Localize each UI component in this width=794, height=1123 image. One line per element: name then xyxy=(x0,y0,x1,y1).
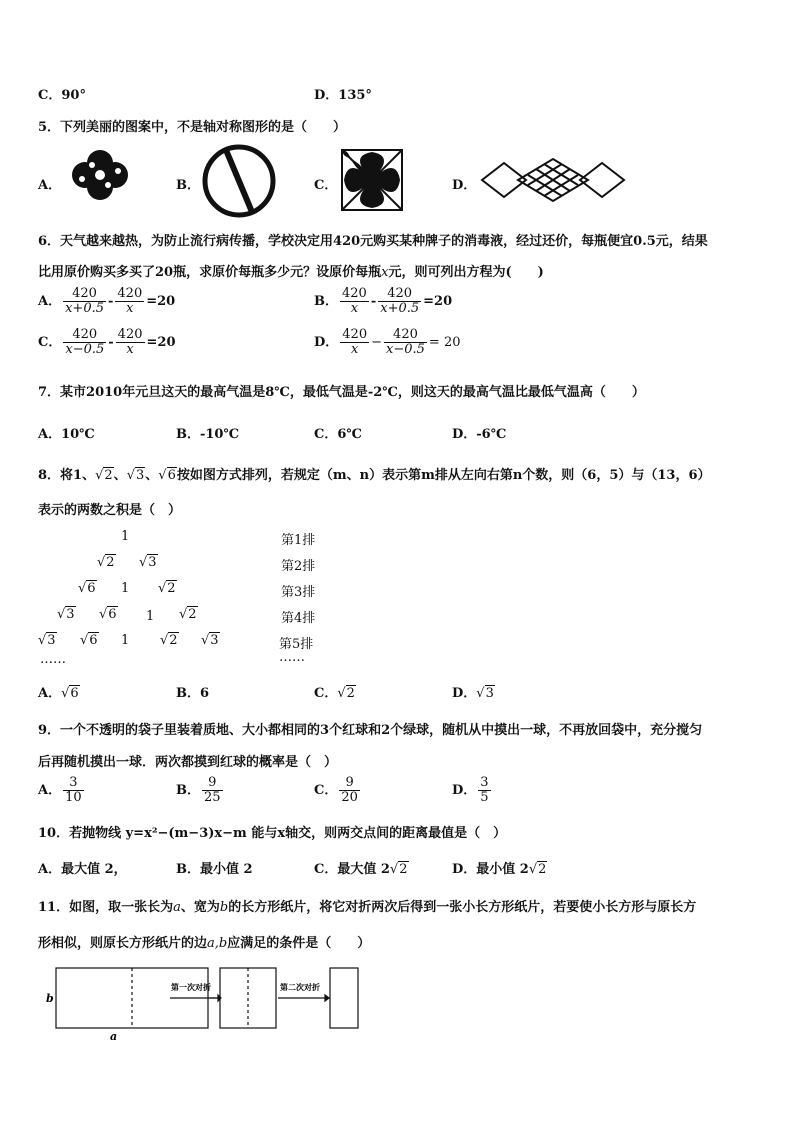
q5-figure-b xyxy=(200,143,278,219)
side-a-label: a xyxy=(110,1030,118,1042)
q5-stem: 5．下列美丽的图案中，不是轴对称图形的是（ ） xyxy=(38,120,347,135)
q7-option-c: C．6℃ xyxy=(314,427,362,442)
q6-stem-line2-text: 比用原价购买多买了20瓶，求原价每瓶多少元？设原价每瓶 xyxy=(38,265,382,280)
q5-figure-a xyxy=(66,149,134,201)
row-label-dots: …… xyxy=(279,650,305,665)
tri-5-4: √2 xyxy=(160,633,178,648)
fraction: $\frac{420}{x+0.5}$ xyxy=(380,286,420,316)
tri-2-1: √2 xyxy=(97,555,115,570)
q4-option-d: D．135° xyxy=(314,88,372,103)
tri-3-1: √6 xyxy=(78,581,96,596)
row-label-4: 第4排 xyxy=(281,611,316,626)
q6-option-d: D． $\frac{420}{x}$ − $\frac{420}{x-0.5}$ = 20 xyxy=(314,327,461,357)
q6-stem-line2 xyxy=(38,261,544,280)
fraction: $\frac{420}{x}$ xyxy=(342,286,367,316)
fraction: $\frac{420}{x-0.5}$ xyxy=(65,327,105,357)
q10-option-b: B．最小值 2 xyxy=(176,862,253,877)
q6-option-a: A． $\frac{420}{x+0.5}$ - $\frac{420}{x}$ =20 xyxy=(38,286,176,316)
tri-3-2: 1 xyxy=(121,581,130,596)
q7-option-b: B．-10℃ xyxy=(176,427,240,442)
q8-option-b: B．6 xyxy=(176,686,210,701)
sqrt-2: √2 xyxy=(95,468,113,483)
row-label-5: 第5排 xyxy=(279,637,314,652)
tri-5-1: √3 xyxy=(38,633,56,648)
q8-option-d: D．√3 xyxy=(452,686,494,701)
tri-5-2: √6 xyxy=(80,633,98,648)
tri-4-4: √2 xyxy=(179,607,197,622)
tri-5-5: √3 xyxy=(201,633,219,648)
q10-option-c: C．最大值 2√2 xyxy=(314,862,408,877)
q5-label-d: D． xyxy=(452,178,477,193)
q10-option-a: A．最大值 2， xyxy=(38,862,127,877)
side-b-label: b xyxy=(46,992,54,1005)
row-label-1: 第1排 xyxy=(281,533,316,548)
q10-option-d: D．最小值 2√2 xyxy=(452,862,547,877)
q9-option-d: D． $\frac{3}{5}$ xyxy=(452,775,489,805)
q6-stem-line2-end: 元，则可列出方程为( ) xyxy=(388,265,544,280)
q6-variable: x xyxy=(381,265,389,280)
row-label-2: 第2排 xyxy=(281,559,316,574)
row-label-3: 第3排 xyxy=(281,585,316,600)
q9-option-c: C． $\frac{9}{20}$ xyxy=(314,775,358,805)
tri-2-2: √3 xyxy=(139,555,157,570)
q8-stem-line1: 8．将1、√2、√3、√6按如图方式排列，若规定（m、n）表示第m排从左向右第n个数，则（6，5）与（13，6） xyxy=(38,468,711,483)
q8-option-a: A．√6 xyxy=(38,686,79,701)
q7-stem: 7．某市2010年元旦这天的最高气温是8℃，最低气温是-2℃，则这天的最高气温比最低气温高（ ） xyxy=(38,385,645,400)
q9-stem-line1: 9．一个不透明的袋子里装着质地、大小都相同的3个红球和2个绿球，随机从中摸出一球，不再放回袋中，充分搅匀 xyxy=(38,723,703,738)
q6-label-b: B． xyxy=(314,294,338,309)
tri-dots: …… xyxy=(40,652,66,667)
q10-stem: 10．若抛物线 y=x²−(m−3)x−m 能与x轴交，则两交点间的距离最值是（ ） xyxy=(38,826,507,841)
tri-3-3: √2 xyxy=(158,581,176,596)
q9-option-b: B． $\frac{9}{25}$ xyxy=(176,775,221,805)
q8-option-c: C．√2 xyxy=(314,686,355,701)
q4-option-c: C．90° xyxy=(38,88,86,103)
fraction: $\frac{420}{x}$ xyxy=(342,327,368,357)
tri-4-3: 1 xyxy=(146,609,155,624)
sqrt-6: √6 xyxy=(158,468,176,483)
q6-option-c: C． $\frac{420}{x-0.5}$ - $\frac{420}{x}$ =20 xyxy=(38,327,176,357)
fold2-label: 第二次对折 xyxy=(280,983,320,992)
tri-5-3: 1 xyxy=(121,633,130,648)
fraction: $\frac{420}{x}$ xyxy=(117,327,143,357)
q7-option-d: D．-6℃ xyxy=(452,427,507,442)
q5-label-b: B． xyxy=(176,178,200,193)
tri-4-1: √3 xyxy=(57,607,75,622)
q6-stem-line1: 6．天气越来越热，为防止流行病传播，学校决定用420元购买某种牌子的消毒液，经过还价，每瓶便宜0.5元，结果 xyxy=(38,234,708,249)
tri-1-1: 1 xyxy=(121,529,130,544)
fraction: $\frac{420}{x}$ xyxy=(117,286,143,316)
q5-figure-d xyxy=(478,155,628,205)
q9-stem-line2: 后再随机摸出一球．两次都摸到红球的概率是（ ） xyxy=(38,755,338,770)
q5-label-a: A． xyxy=(38,178,62,193)
q6-label-a: A． xyxy=(38,294,62,309)
q8-stem-line2: 表示的两数之积是（ ） xyxy=(38,503,182,518)
q6-option-b: B． $\frac{420}{x}$ - $\frac{420}{x+0.5}$ =20 xyxy=(314,286,453,316)
q11-stem-line1: 11．如图，取一张长为a、宽为b的长方形纸片，将它对折两次后得到一张小长方形纸片，若要使小长方形与原长方 xyxy=(38,900,697,915)
tri-4-2: √6 xyxy=(99,607,117,622)
fraction: $\frac{420}{x+0.5}$ xyxy=(65,286,104,316)
q6-label-c: C． xyxy=(38,335,62,350)
q5-figure-c xyxy=(340,148,404,212)
fraction: $\frac{420}{x-0.5}$ xyxy=(386,327,425,357)
q5-label-c: C． xyxy=(314,178,338,193)
sqrt-3: √3 xyxy=(126,468,145,483)
q7-option-a: A．10℃ xyxy=(38,427,95,442)
q11-stem-line2: 形相似，则原长方形纸片的边a,b应满足的条件是（ ） xyxy=(38,936,371,951)
q6-label-d: D． xyxy=(314,335,339,350)
q9-option-a: A． $\frac{3}{10}$ xyxy=(38,775,82,805)
fold1-label: 第一次对折 xyxy=(171,983,211,992)
q11-folding-diagram xyxy=(40,962,370,1042)
